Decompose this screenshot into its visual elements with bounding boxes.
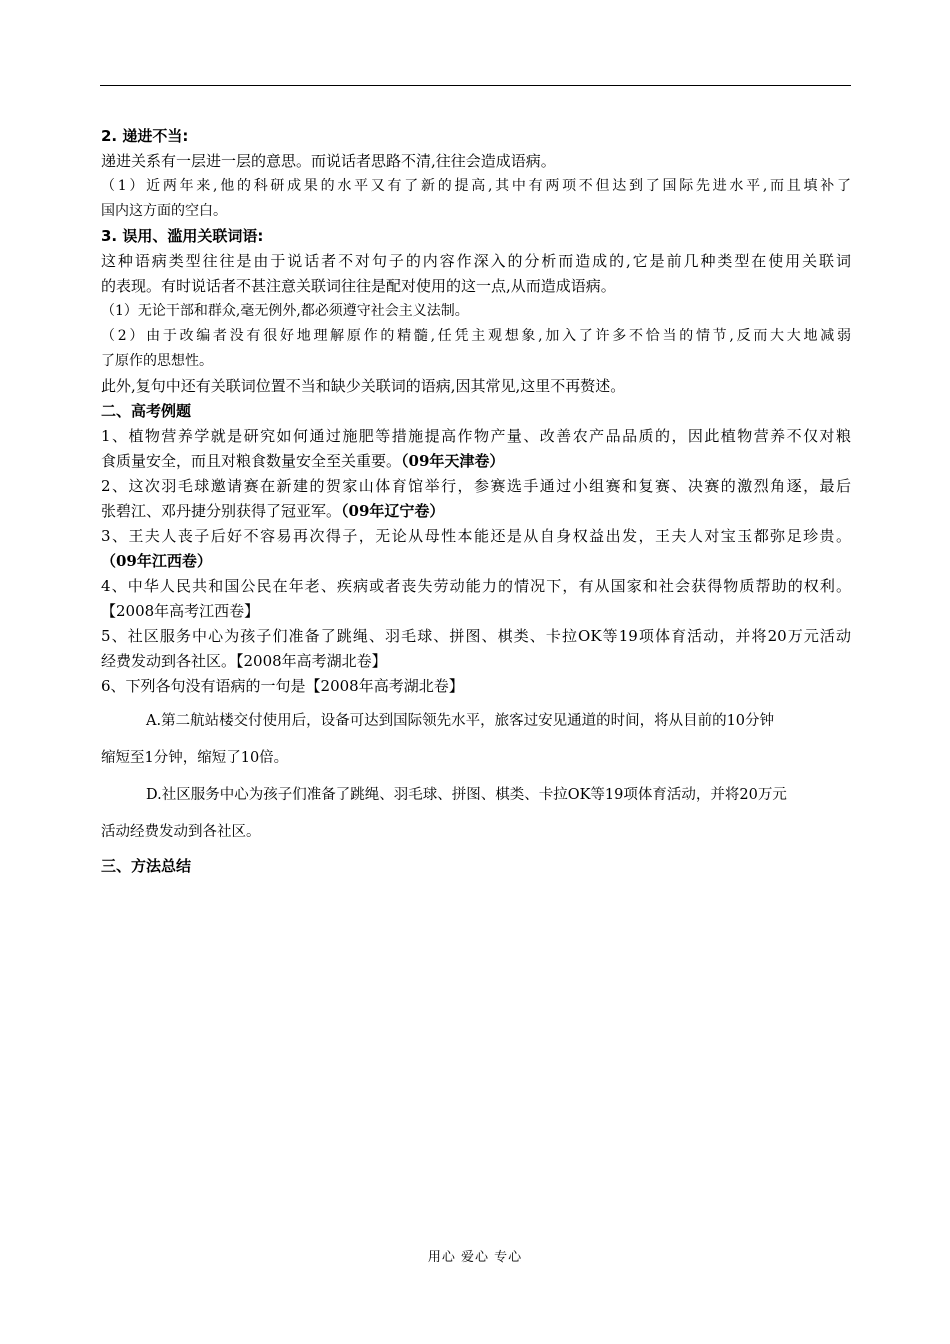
question-4-source: 【2008年高考江西卷】: [101, 602, 260, 620]
page-footer: 用心 爱心 专心: [427, 1250, 523, 1265]
option-a-line-2: 缩短至1分钟，缩短了10倍。: [101, 750, 289, 766]
section-title-misuse: 3. 误用、滥用关联词语:: [101, 227, 264, 245]
question-5-line-1: 5、社区服务中心为孩子们准备了跳绳、羽毛球、拼图、棋类、卡拉OK等19项体育活动，并将20万元活动: [101, 627, 851, 645]
section-desc-progression: 递进关系有一层进一层的意思。而说话者思路不清,往往会造成语病。: [101, 152, 556, 170]
example-progression-1-line-2: 国内这方面的空白。: [101, 203, 227, 219]
section-title-progression: 2. 递进不当:: [101, 127, 189, 145]
section-title-exam: 二、高考例题: [101, 402, 192, 420]
question-1-line-2: [101, 449, 851, 474]
section-note-misuse: 此外,复句中还有关联词位置不当和缺少关联词的语病,因其常见,这里不再赘述。: [101, 377, 626, 395]
option-d-line-2: 活动经费发动到各社区。: [101, 824, 261, 840]
question-1-source: （09年天津卷）: [401, 452, 505, 470]
question-5-line-2: 经费发动到各社区。【2008年高考湖北卷】: [101, 652, 387, 670]
section-title-summary: 三、方法总结: [101, 857, 192, 875]
question-2-source: （09年辽宁卷）: [341, 502, 445, 520]
question-6-options: [101, 703, 851, 851]
option-d-line-1: D.社区服务中心为孩子们准备了跳绳、羽毛球、拼图、棋类、卡拉OK等19项体育活动，并将20万元: [146, 787, 787, 803]
question-3-line-1: 3、王夫人丧子后好不容易再次得子，无论从母性本能还是从自身权益出发，王夫人对宝玉都弥足珍贵。: [101, 527, 851, 545]
question-2-line-1: 2、这次羽毛球邀请赛在新建的贺家山体育馆举行，参赛选手通过小组赛和复赛、决赛的激烈角逐，最后: [101, 477, 851, 495]
example-progression-1-line-1: （1）近两年来,他的科研成果的水平又有了新的提高,其中有两项不但达到了国际先进水平,而且填补了: [101, 178, 851, 194]
header-rule: [100, 85, 851, 86]
example-misuse-2-line-1: （2）由于改编者没有很好地理解原作的精髓,任凭主观想象,加入了许多不恰当的情节,反而大大地减弱: [101, 328, 851, 344]
document-body: [101, 124, 851, 879]
question-3-source: （09年江西卷）: [101, 552, 212, 570]
option-a-line-1: A.第二航站楼交付使用后，设备可达到国际领先水平，旅客过安见通道的时间，将从目前的10分钟: [146, 713, 775, 729]
section-desc-misuse-line-1: 这种语病类型往往是由于说话者不对句子的内容作深入的分析而造成的,它是前几种类型在使用关联词: [101, 252, 851, 270]
question-6: 6、下列各句没有语病的一句是【2008年高考湖北卷】: [101, 677, 464, 695]
example-misuse-2-line-2: 了原作的思想性。: [101, 353, 213, 369]
question-2-text: 张碧江、邓丹捷分别获得了冠亚军。: [101, 502, 342, 520]
section-desc-misuse-line-2: 的表现。有时说话者不甚注意关联词往往是配对使用的这一点,从而造成语病。: [101, 277, 616, 295]
example-misuse-1: （1）无论干部和群众,毫无例外,都必须遵守社会主义法制。: [101, 303, 469, 319]
question-4-line-1: 4、中华人民共和国公民在年老、疾病或者丧失劳动能力的情况下，有从国家和社会获得物质帮助的权利。: [101, 577, 851, 595]
question-1-line-1: 1、植物营养学就是研究如何通过施肥等措施提高作物产量、改善农产品品质的，因此植物营养不仅对粮: [101, 427, 851, 445]
question-1-text: 食质量安全，而且对粮食数量安全至关重要。: [101, 452, 402, 470]
question-2-line-2: [101, 499, 851, 524]
